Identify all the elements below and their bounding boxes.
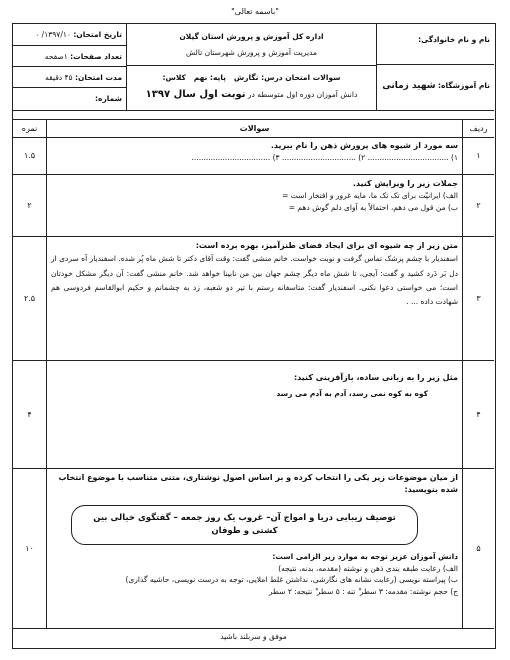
date-value: ۱۳۹۷/۱۰/ ۰: [35, 30, 71, 39]
exam-subtitle: دانش آموزان دوره اول متوسطه در: [247, 90, 358, 99]
question-number: ۱: [462, 137, 494, 174]
sentence-b: ب) من قول می دهم، احتمالاً به آوای دلم گوش دهم =: [288, 203, 458, 213]
student-name-cell: [377, 24, 494, 65]
question-number: ۲: [462, 175, 494, 236]
question-score: ۲.۵: [13, 237, 47, 360]
duration-label: مدت امتحان:: [74, 73, 122, 82]
school-label: نام آموزشگاه:: [438, 81, 490, 90]
duration-value: ۴۵ دقیقه: [45, 73, 73, 82]
question-body: [47, 137, 462, 174]
question-title: جملات زیر را ویرایش کنید.: [352, 179, 458, 188]
passage-text: اسفندیار با چشم پزشک تماس گرفت و نوبت خواست. خانم منشی گفت: وقت آقای دکتر تا شش ماه پُر شده. اسفندیار آه سردی از دل بَر دَرد کشید و گفت: آیجی، تا شش ماه دیگر چشم جهان بین من نابینا خواهد شد. خانم منشی گفت: آن دیگر مشکل خودتان است؛ می خواستی دعوا نکنی. اسفندیار گفت: متاسفانه رستم با تیر دو شعبه، زد به چشمانم و حکیم ابوالقاسم فردوسی هم شهادت داده ... .: [51, 254, 458, 307]
topics-box: توصیف زیبایی دریا و امواج آن– غروب یک روز جمعه – گفتگوی خیالی بین کشتی و طوفان: [71, 505, 418, 545]
school-cell: [377, 65, 494, 110]
question-body: [47, 361, 462, 468]
date-label: تاریخ امتحان:: [73, 30, 122, 39]
requirements-note: دانش آموزان عزیز توجه به موارد زیر الزامی است:: [272, 552, 458, 562]
exam-title-column: [126, 24, 376, 110]
question-score: ۱.۵: [13, 137, 47, 174]
question-row-3: [13, 237, 494, 361]
school-name: شهید زمانی: [382, 81, 436, 91]
question-body: [47, 469, 462, 628]
col-score-header: نمره: [13, 120, 47, 137]
org-line2: مدیریت آموزش و پرورش شهرستان تالش: [186, 48, 317, 57]
footer-message: موفق و سربلند باشید: [220, 632, 287, 641]
grade: پایه: نهم: [193, 73, 226, 82]
exam-title: سوالات امتحان درس: نگارش: [233, 73, 341, 82]
student-name-label: نام و نام خانوادگی:: [418, 35, 490, 44]
question-row-4: [13, 361, 494, 469]
org-line1: اداره کل آموزش و پرورش استان گیلان: [179, 32, 324, 41]
col-questions-header: سوالات: [239, 124, 270, 133]
requirement-b: ب) پیراسته نویسی (رعایت نشانه های نگارشی، نداشتن غلط املایی، توجه به درست نویسی، حاشیه گذاری): [125, 575, 458, 585]
student-info-column: [376, 24, 494, 110]
requirement-c: ج) حجم نوشته: مقدمه: ۳ سطر ⃰ تنه : ۵ سطر ⃰ نتیجه: ۲ سطر: [268, 587, 458, 596]
question-body: [47, 175, 462, 236]
question-row-1: [13, 137, 494, 175]
question-row-2: [13, 175, 494, 237]
date-cell: [13, 24, 126, 45]
question-number: ۳: [462, 237, 494, 360]
requirement-a: الف) رعایت طبقه بندی ذهن و نوشته (مقدمه، بدنه، نتیجه): [278, 563, 458, 573]
question-score: ۲: [13, 175, 47, 236]
sentence-a: الف) ایرانیّت برای تک تک ما، مایه غرور و افتخار است =: [282, 191, 458, 201]
pages-cell: [13, 45, 126, 66]
answer-blanks[interactable]: ۱) .................................. ۲) ............................... ۳) .................................: [191, 153, 458, 163]
question-score: ۴: [13, 361, 47, 468]
exam-title-cell: [127, 66, 376, 110]
table-header: [13, 119, 494, 138]
bismillah: "باسمه تعالی": [231, 7, 279, 16]
question-title: مثل زیر را به زبانی ساده، بازآفرینی کنید:: [293, 373, 458, 382]
duration-cell: [13, 66, 126, 87]
number-cell: [13, 87, 126, 110]
exam-sheet: [12, 23, 496, 649]
question-body: [47, 237, 462, 360]
question-number: ۵: [462, 469, 494, 628]
org-cell: [127, 24, 376, 66]
pages-label: تعداد صفحات:: [70, 52, 122, 61]
question-row-5: [13, 469, 494, 629]
question-title: از میان موضوعات زیر یکی را انتخاب کرده و بر اساس اصول نوشتاری، متنی متناسب با موضوع انتخاب شده بنویسید:: [58, 473, 458, 495]
exam-round: نوبت اول سال ۱۳۹۷: [145, 89, 246, 100]
exam-header: [13, 24, 494, 111]
question-score: ۱۰: [13, 469, 47, 628]
col-row-header: ردیف: [462, 120, 494, 137]
question-title: متن زیر از چه شیوه ای برای ایجاد فضای طنزآمیز، بهره برده است:: [195, 241, 458, 250]
number-label: شماره:: [95, 94, 122, 103]
question-number: ۴: [462, 361, 494, 468]
question-title: سه مورد از شیوه های پرورش ذهن را نام ببرید.: [270, 141, 458, 150]
exam-meta-column: [13, 24, 126, 110]
proverb: کوه به کوه نمی رسد، آدم به آدم می رسد: [276, 389, 428, 399]
class-label: کلاس:: [162, 73, 186, 82]
pages-value: ۱صفحه: [44, 52, 68, 61]
